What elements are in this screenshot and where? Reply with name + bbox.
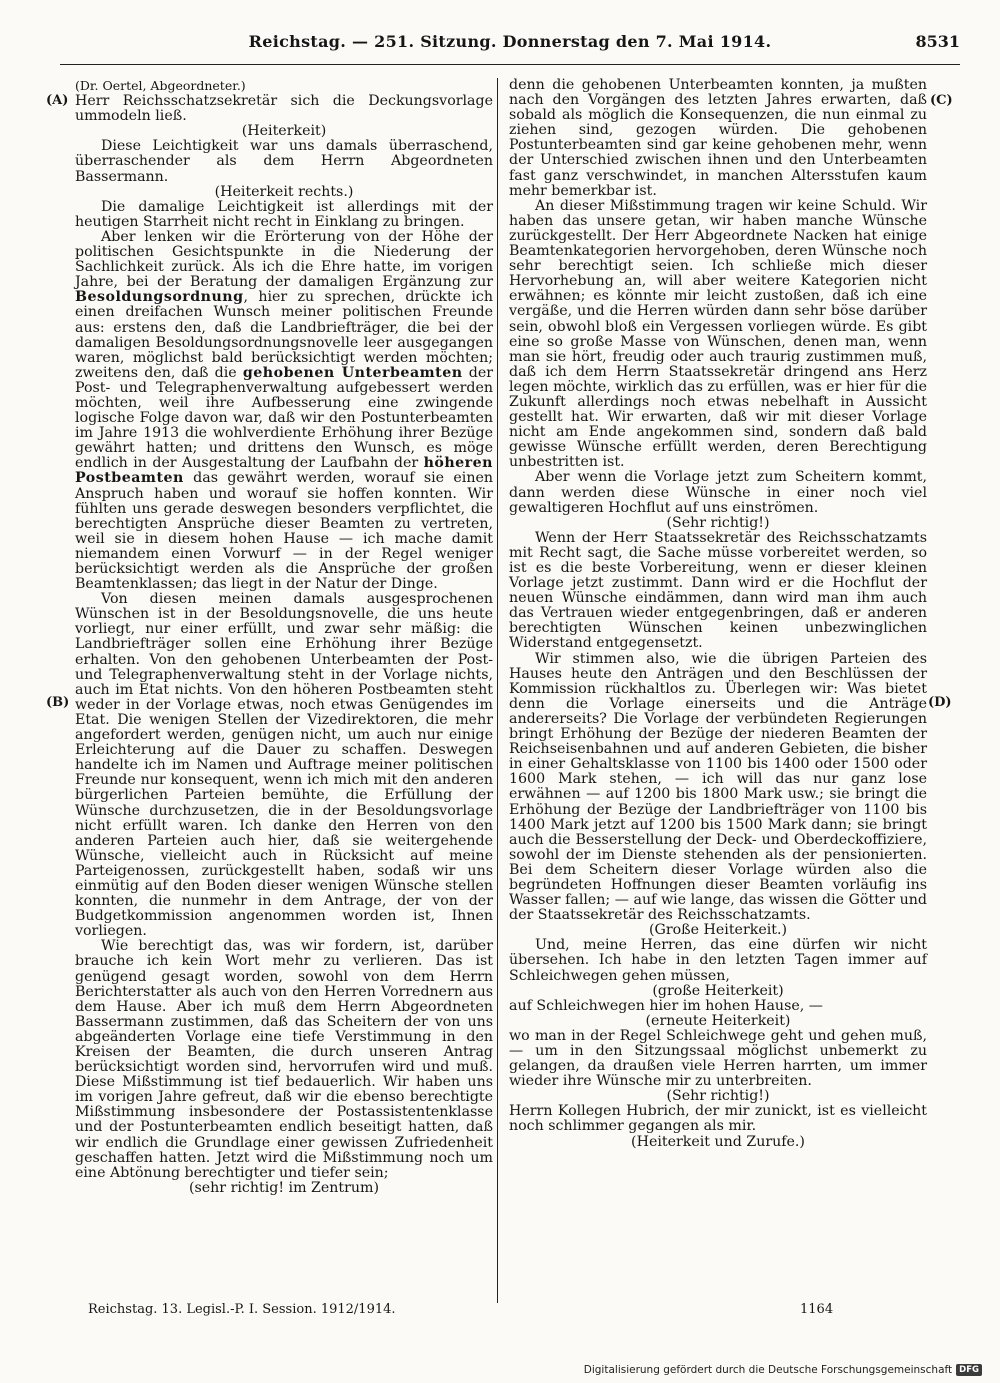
left-column	[75, 78, 493, 1196]
paragraph: Aber wenn die Vorlage jetzt zum Scheitern kommt, dann werden diese Wünsche in einer noch viel gewaltigeren Hochflut auf uns einströmen.	[509, 469, 927, 516]
paragraph: Wie berechtigt das, was wir fordern, ist, darüber brauche ich kein Wort mehr zu verlieren. Das ist genügend gesagt worden, sowohl von dem Herrn Berichterstatter als auch von den Herren Vorrednern aus dem Hause. Aber ich muß dem Herrn Abgeordneten Bassermann zustimmen, daß das Scheitern der von uns abgeänderten Vorlage eine tiefe Verstimmung in den Kreisen der Beamten, die durch unseren Antrag berücksichtigt worden sind, hervorrufen wird und muß. Diese Mißstimmung ist tief bedauerlich. Wir haben uns im vorigen Jahre gefreut, daß wir die ebenso berechtigte Mißstimmung insbesondere der Postassistentenklasse und der Postunterbeamten endlich beseitigt hatten, daß wir endlich die Grundlage einer gewissen Zufriedenheit geschaffen hatten. Jetzt wird die Mißstimmung noch um eine Abtönung berechtigter und tiefer sein;	[75, 938, 493, 1181]
paragraph: denn die gehobenen Unterbeamten konnten, ja mußten nach den Vorgängen des letzten Jahres erwarten, daß sobald als möglich die Konsequenzen, die nun einmal zu ziehen sind, gezogen würden. Die gehobenen Postunterbeamten sind gar keine gehobenen mehr, wenn der Unterschied zwischen ihnen und den Unterbeamten fast ganz verschwindet, in manchen Altersstufen kaum mehr bemerkbar ist.	[509, 77, 927, 199]
dfg-credit	[584, 1364, 982, 1376]
reaction: (Große Heiterkeit.)	[648, 922, 788, 939]
reaction: (Heiterkeit rechts.)	[214, 183, 354, 200]
emphasis: Besoldungsordnung	[75, 289, 244, 306]
text-run: der Post- und Telegraphenverwaltung aufgebessert werden möchten, weil ihre Aufbesserung eine zwingende logische Folge davon war, daß wir den Postunterbeamten im Jahre 1913 die wohlverdiente Erhöhung ihrer Bezüge gewährt hatten; und drittens den Wunsch, es möge endlich in der Ausgestaltung der Laufbahn der	[75, 364, 493, 472]
reaction: (Heiterkeit)	[241, 123, 327, 140]
paragraph: Die damalige Leichtigkeit ist allerdings mit der heutigen Starrheit nicht recht in Einklang zu bringen.	[75, 198, 493, 230]
margin-marker-b: (B)	[46, 695, 70, 710]
text-run: Aber lenken wir die Erörterung von der Höhe der politischen Gesichtspunkte in die Niederung der Sachlichkeit zurück. Als ich die Ehre hatte, im vorigen Jahre, bei der Beratung der damaligen Ergänzung zur	[75, 228, 493, 291]
text-run: das gewährt werden, worauf sie einen Anspruch haben und worauf sie hoffen konnten. Wir fühlten uns gerade deswegen besonders verpflichtet, die berechtigten Ansprüche dieser Beamten zu vertreten, weil sie in diesem hohen Hause — ich mache damit niemandem einen Vorwurf — in der Regel weniger berücksichtigt werden als die Ansprüche der großen Beamtenklassen; das liegt in der Natur der Dinge.	[75, 470, 493, 593]
paragraph: Herr Reichsschatzsekretär sich die Deckungsvorlage ummodeln ließ.	[75, 93, 493, 125]
paragraph: Von diesen meinen damals ausgesprochenen Wünschen ist in der Besoldungsnovelle, die uns heute vorliegt, nur einer erfüllt, und zwar sehr mäßig: die Landbriefträger sollen eine Erhöhung ihrer Bezüge erhalten. Von den gehobenen Unterbeamten der Post- und Telegraphenverwaltung steht in der Vorlage nichts, auch im Etat nichts. Von den höheren Postbeamten steht weder in der Vorlage etwas, noch etwas Genügendes im Etat. Die wenigen Stellen der Vizedirektoren, die mehr angefordert werden, genügen nicht, um auch nur einige Erleichterung auf die Dauer zu schaffen. Deswegen handelte ich im Namen und Auftrage meiner politischen Freunde nur konsequent, wenn ich mich mit den anderen bürgerlichen Parteien bemühte, die Erfüllung der Wünsche durchzusetzen, die in der Besoldungsvorlage nicht erfüllt waren. Ich danke den Herren von den anderen Parteien auch hier, daß sie weitergehende Wünsche, vielleicht auch in Rücksicht auf meine Parteigenossen, zurückgestellt haben, sodaß wir uns einmütig auf den Boden dieser wenigen Wünsche stellen konnten, die nunmehr in dem Antrage, der von der Budgetkommission angenommen worden ist, Ihnen vorliegen.	[75, 591, 493, 940]
right-column	[509, 78, 927, 1150]
reaction: (erneute Heiterkeit)	[645, 1012, 791, 1029]
footer-session-info: Reichstag. 13. Legisl.-P. I. Session. 1912/1914.	[88, 1302, 396, 1317]
emphasis: höheren Postbeamten	[75, 455, 493, 487]
paragraph: wo man in der Regel Schleichwege geht und gehen muß, — um in den Sitzungssaal möglichst unbemerkt zu gelangen, da draußen viele Herren harrten, um immer wieder ihre Wünsche mir zu unterbreiten.	[509, 1027, 927, 1090]
reaction: (Heiterkeit und Zurufe.)	[631, 1133, 805, 1150]
paragraph: Und, meine Herren, das eine dürfen wir nicht übersehen. Ich habe in den letzten Tagen immer auf Schleichwegen gehen müssen,	[509, 937, 927, 984]
footer-sheet-number: 1164	[800, 1302, 834, 1317]
paragraph: Herrn Kollegen Hubrich, der mir zunickt, ist es vielleicht noch schlimmer gegangen als mir.	[509, 1103, 927, 1135]
reaction: (sehr richtig! im Zentrum)	[188, 1179, 380, 1196]
column-divider	[497, 78, 498, 1303]
margin-marker-a: (A)	[46, 93, 69, 108]
speaker-label: (Dr. Oertel, Abgeordneter.)	[75, 78, 246, 93]
reaction: (große Heiterkeit)	[652, 982, 784, 999]
paragraph: An dieser Mißstimmung tragen wir keine Schuld. Wir haben das unsere getan, wir haben manche Wünsche zurückgestellt. Der Herr Abgeordnete Nacken hat einige Beamtenkategorien hervorgehoben, deren Wünsche noch sehr berechtigt seien. Ich schließe mich dieser Hervorhebung an, will aber weitere Kategorien nicht erwähnen; es könnte mir leicht zustoßen, daß ich eine vergäße, und die Herren würden dann sehr böse darüber sein, obwohl bloß ein Vergessen vorliegen würde. Es gibt eine so große Masse von Wünschen, denen man, wenn man sie hört, freudig oder auch traurig zustimmen muß, daß ich dem Herrn Staatssekretär dringend ans Herz legen möchte, wirklich das zu erfüllen, was er hier für die Zukunft allerdings noch etwas nebelhaft in Aussicht gestellt hat. Wir erwarten, daß wir mit dieser Vorlage nicht am Ende angekommen sind, sondern daß bald gewisse Wünsche erfüllt werden, deren Berechtigung unbestritten ist.	[509, 197, 927, 471]
margin-marker-d: (D)	[928, 695, 952, 710]
dfg-credit-text: Digitalisierung gefördert durch die Deutsche Forschungsgemeinschaft	[583, 1364, 953, 1376]
margin-marker-c: (C)	[930, 93, 953, 108]
page-header-title: Reichstag. — 251. Sitzung. Donnerstag den 7. Mai 1914.	[248, 32, 772, 51]
dfg-logo: DFG	[956, 1364, 982, 1376]
page-number: 8531	[915, 32, 960, 51]
text-run: , hier zu sprechen, drückte ich einen dreifachen Wunsch meiner politischen Freunde aus: erstens den, daß die Landbriefträger, die bei der damaligen Besoldungsordnungsnovelle leer ausgegangen waren, möglichst bald berücksichtigt werden möchten; zweitens den, daß die	[75, 289, 493, 381]
paragraph: Wenn der Herr Staatssekretär des Reichsschatzamts mit Recht sagt, die Sache müsse vorbereitet werden, so ist es die beste Vorbereitung, wenn er dieser kleinen Vorlage jetzt zustimmt. Dann wird er die Hochflut der neuen Wünsche eindämmen, dann wird man ihm auch das Vertrauen wieder entgegenbringen, daß er anderen berechtigten Wünschen keinen unbezwinglichen Widerstand entgegensetzt.	[509, 529, 927, 652]
reaction: (Sehr richtig!)	[666, 1088, 770, 1105]
paragraph: Diese Leichtigkeit war uns damals überraschend, überraschender als dem Herrn Abgeordneten Bassermann.	[75, 138, 493, 185]
reaction: (Sehr richtig!)	[666, 514, 770, 531]
paragraph: Wir stimmen also, wie die übrigen Parteien des Hauses heute den Anträgen und den Beschlüssen der Kommission rückhaltlos zu. Überlegen wir: Was bietet denn die Vorlage einerseits und die Anträge andererseits? Die Vorlage der verbündeten Regierungen bringt Erhöhung der Bezüge der niederen Beamten der Reichseisenbahnen und auf anderen Gebieten, die bisher in einer Gehaltsklasse von 1100 bis 1400 oder 1500 oder 1600 Mark stehen, — ich will das nur ganz lose erwähnen — auf 1200 bis 1800 Mark usw.; sie bringt die Erhöhung der Bezüge der Landbriefträger von 1100 bis 1400 Mark jetzt auf 1200 bis 1500 Mark dann; sie bringt auch die Besserstellung der Deck- und Oberdeckoffiziere, sowohl der im Dienste stehenden als der pensionierten. Bei dem Scheitern dieser Vorlage würden also die begründeten Hoffnungen dieser Beamten vorläufig ins Wasser fallen; — auf wie lange, das wissen die Götter und der Staatssekretär des Reichsschatzamts.	[509, 650, 927, 924]
paragraph	[75, 230, 493, 592]
page-header	[60, 24, 960, 65]
emphasis: gehobenen Unterbeamten	[242, 364, 463, 381]
paragraph: auf Schleichwegen hier im hohen Hause, —	[509, 997, 823, 1014]
